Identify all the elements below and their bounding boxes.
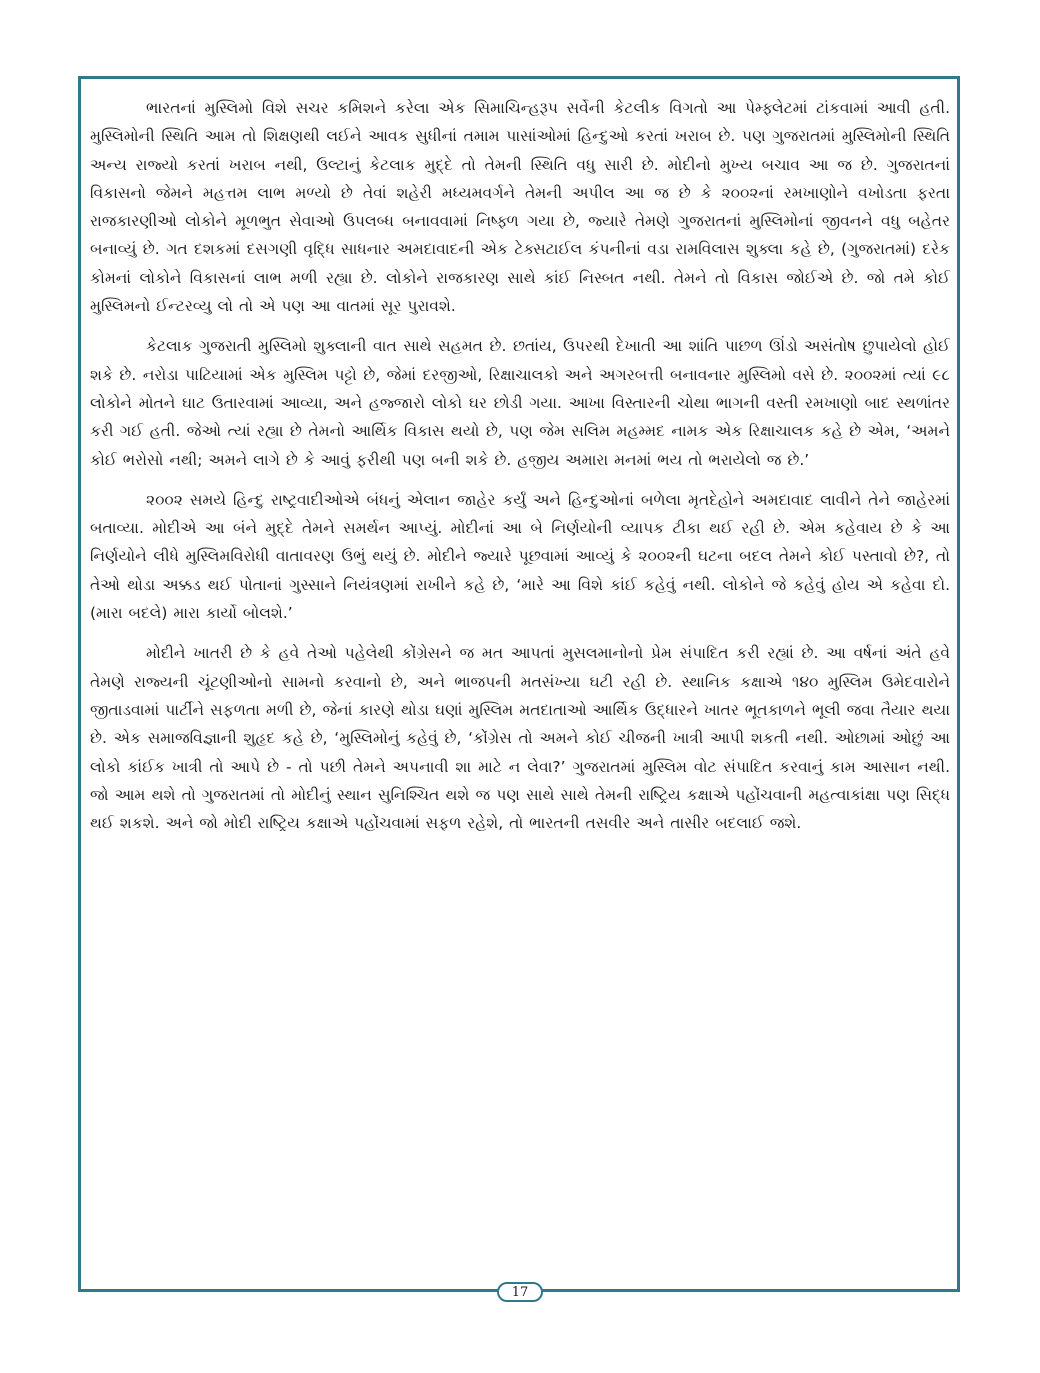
- paragraph-1: ભારતનાં મુસ્લિમો વિશે સચર કમિશને કરેલા એક સિમાચિન્હરૂપ સર્વેની કેટલીક વિગતો આ પેમ્ફ્લેટમાં ટાંકવામાં આવી હતી. મુસ્લિમોની સ્થિતિ આમ તો શિક્ષણથી લઈને આવક સુધીનાં તમામ પાસાંઓમાં હિન્દુઓ કરતાં ખરાબ છે. પણ ગુજરાતમાં મુસ્લિમોની સ્થિતિ અન્ય રાજ્યો કરતાં ખરાબ નથી, ઉલ્ટાનું કેટલાક મુદ્દે તો તેમની સ્થિતિ વધુ સારી છે. મોદીનો મુખ્ય બચાવ આ જ છે. ગુજરાતનાં વિકાસનો જેમને મહત્તમ લાભ મળ્યો છે તેવાં શહેરી મધ્યમવર્ગને તેમની અપીલ આ જ છે કે ૨૦૦૨નાં રમખાણોને વખોડતા ફરતા રાજકારણીઓ લોકોને મૂળભુત સેવાઓ ઉપલબ્ધ બનાવવામાં નિષ્ફ્ળ ગયા છે, જ્યારે તેમણે ગુજરાતનાં મુસ્લિમોનાં જીવનને વધુ બહેતર બનાવ્યું છે. ગત દશકમાં દસગણી વૃદ્ધિ સાધનાર અમદાવાદની એક ટેક્સટાઈલ કંપનીનાં વડા રામવિલાસ શુક્લા કહે છે, (ગુજરાતમાં) દરેક કોમનાં લોકોને વિકાસનાં લાભ મળી રહ્યા છે. લોકોને રાજકારણ સાથે કાંઈ નિસ્બત નથી. તેમને તો વિકાસ જોઈએ છે. જો તમે કોઈ મુસ્લિમનો ઈન્ટરવ્યુ લો તો એ પણ આ વાતમાં સૂર પુરાવશે.: [90, 99, 950, 316]
- page-number-badge: [497, 1282, 543, 1302]
- article-body: [90, 94, 950, 849]
- paragraph-2: કેટલાક ગુજરાતી મુસ્લિમો શુક્લાની વાત સાથે સહમત છે. છતાંય, ઉપરથી દેખાતી આ શાંતિ પાછળ ઊંડો અસંતોષ છુપાયેલો હોઈ શકે છે. નરોડા પાટિયામાં એક મુસ્લિમ પટ્ટો છે, જેમાં દરજીઓ, રિક્ષાચાલકો અને અગરબત્તી બનાવનાર મુસ્લિમો વસે છે. ૨૦૦૨માં ત્યાં ૯૮ લોકોને મોતને ઘાટ ઉતારવામાં આવ્યા, અને હજ્જારો લોકો ઘર છોડી ગયા. આખા વિસ્તારની ચોથા ભાગની વસ્તી રમખાણો બાદ સ્થળાંતર કરી ગઈ હતી. જેઓ ત્યાં રહ્યા છે તેમનો આર્થિક વિકાસ થયો છે, પણ જેમ સલિમ મહમ્મદ નામક એક રિક્ષાચાલક કહે છે એમ, ‘અમને કોઈ ભરોસો નથી; અમને લાગે છે કે આવું ફરીથી પણ બની શકે છે. હજીય અમારા મનમાં ભય તો ભરાયેલો જ છે.’: [90, 337, 950, 469]
- paragraph-4: મોદીને ખાતરી છે કે હવે તેઓ પહેલેથી કોંગ્રેસને જ મત આપતાં મુસલમાનોનો પ્રેમ સંપાદિત કરી રહ્યાં છે. આ વર્ષનાં અંતે હવે તેમણે રાજ્યની ચૂંટણીઓનો સામનો કરવાનો છે, અને ભાજપની મતસંખ્યા ઘટી રહી છે. સ્થાનિક કક્ષાએ ૧૪૦ મુસ્લિમ ઉમેદવારોને જીતાડવામાં પાર્ટીને સફળતા મળી છે, જેનાં કારણે થોડા ઘણાં મુસ્લિમ મતદાતાઓ આર્થિક ઉદ્ધારને ખાતર ભૂતકાળને ભૂલી જવા તૈયાર થયા છે. એક સમાજવિજ્ઞાની શુહૃદ કહે છે, ‘મુસ્લિમોનું કહેવું છે, ‘કોંગ્રેસ તો અમને કોઈ ચીજની ખાત્રી આપી શકતી નથી. ઓછામાં ઓછું આ લોકો કાંઈક ખાત્રી તો આપે છે - તો પછી તેમને અપનાવી શા માટે ન લેવા?’ ગુજરાતમાં મુસ્લિમ વોટ સંપાદિત કરવાનું કામ આસાન નથી. જો આમ થશે તો ગુજરાતમાં તો મોદીનું સ્થાન સુનિશ્ચિત થશે જ પણ સાથે સાથે તેમની રાષ્ટ્રિય કક્ષાએ પહોંચવાની મહત્વાકાંક્ષા પણ સિદ્ધ થઈ શકશે. અને જો મોદી રાષ્ટ્રિય કક્ષાએ પહોંચવામાં સફળ રહેશે, તો ભારતની તસવીર અને તાસીર બદલાઈ જશે.: [90, 644, 950, 833]
- page-number: 17: [511, 1284, 529, 1300]
- paragraph-3: ૨૦૦૨ સમયે હિન્દુ રાષ્ટ્રવાદીઓએ બંધનું એલાન જાહેર કર્યું અને હિન્દુઓનાં બળેલા મૃતદેહોને અમદાવાદ લાવીને તેને જાહેરમાં બતાવ્યા. મોદીએ આ બંને મુદ્દે તેમને સમર્થન આપ્યું. મોદીનાં આ બે નિર્ણયોની વ્યાપક ટીકા થઈ રહી છે. એમ કહેવાય છે કે આ નિર્ણયોને લીધે મુસ્લિમવિરોધી વાતાવરણ ઉભું થયું છે. મોદીને જ્યારે પૂછવામાં આવ્યું કે ૨૦૦૨ની ઘટના બદલ તેમને કોઈ પસ્તાવો છે?, તો તેઓ થોડા અક્કડ થઈ પોતાનાં ગુસ્સાને નિયંત્રણમાં રાખીને કહે છે, ‘મારે આ વિશે કાંઈ કહેવું નથી. લોકોને જે કહેવું હોય એ કહેવા દો. (મારા બદલે) મારા કાર્યો બોલશે.’: [90, 490, 950, 623]
